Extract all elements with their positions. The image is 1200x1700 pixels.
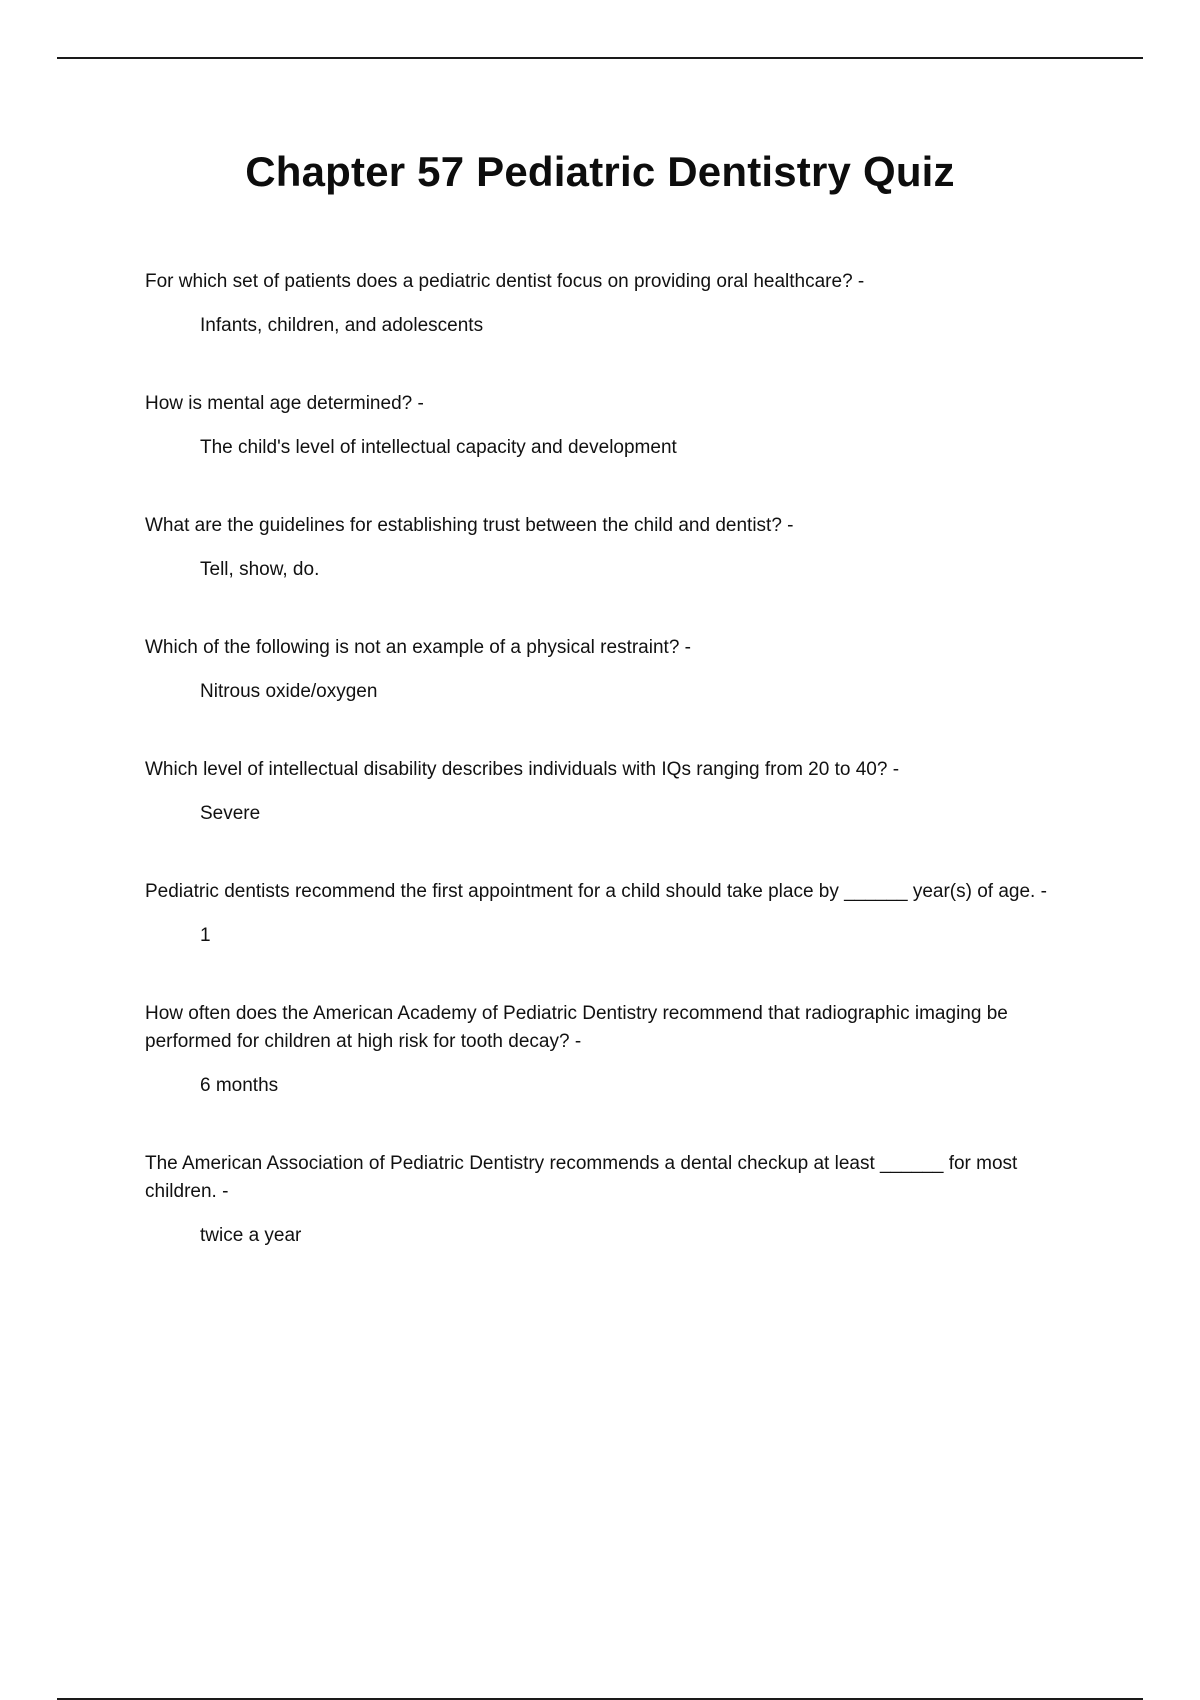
answer-text: 1 [200, 925, 211, 946]
question-text: Which level of intellectual disability describes individuals with IQs ranging from 20 to 40? - [145, 759, 900, 780]
header-rule [57, 57, 1143, 59]
question-text: For which set of patients does a pediatric dentist focus on providing oral healthcare? - [145, 271, 865, 292]
qa-item-2 [145, 390, 1085, 462]
answer-text: Severe [200, 803, 261, 824]
qa-item-4 [145, 634, 1085, 706]
question-text: What are the guidelines for establishing trust between the child and dentist? - [145, 515, 794, 536]
qa-item-6 [145, 878, 1085, 950]
answer-text: Nitrous oxide/oxygen [200, 681, 378, 702]
qa-item-3 [145, 512, 1085, 584]
answer-text: Tell, show, do. [200, 559, 320, 580]
qa-item-1 [145, 268, 1085, 340]
qa-item-5 [145, 756, 1085, 828]
question-text: How is mental age determined? - [145, 393, 424, 414]
qa-item-7 [145, 1000, 1085, 1100]
answer-text: Infants, children, and adolescents [200, 315, 484, 336]
qa-item-8 [145, 1150, 1085, 1250]
question-text: Which of the following is not an example of a physical restraint? - [145, 637, 691, 658]
page-title: Chapter 57 Pediatric Dentistry Quiz [245, 148, 955, 195]
answer-text: twice a year [200, 1225, 302, 1246]
answer-text: The child's level of intellectual capacity and development [200, 437, 677, 458]
qa-list [145, 268, 1085, 1250]
question-text: The American Association of Pediatric Dentistry recommends a dental checkup at least ______ for most children. - [145, 1153, 1018, 1202]
question-text: Pediatric dentists recommend the first appointment for a child should take place by ______ year(s) of age. - [145, 881, 1047, 902]
question-text: How often does the American Academy of Pediatric Dentistry recommend that radiographic imaging be performed for children at high risk for tooth decay? - [145, 1003, 1008, 1052]
answer-text: 6 months [200, 1075, 279, 1096]
